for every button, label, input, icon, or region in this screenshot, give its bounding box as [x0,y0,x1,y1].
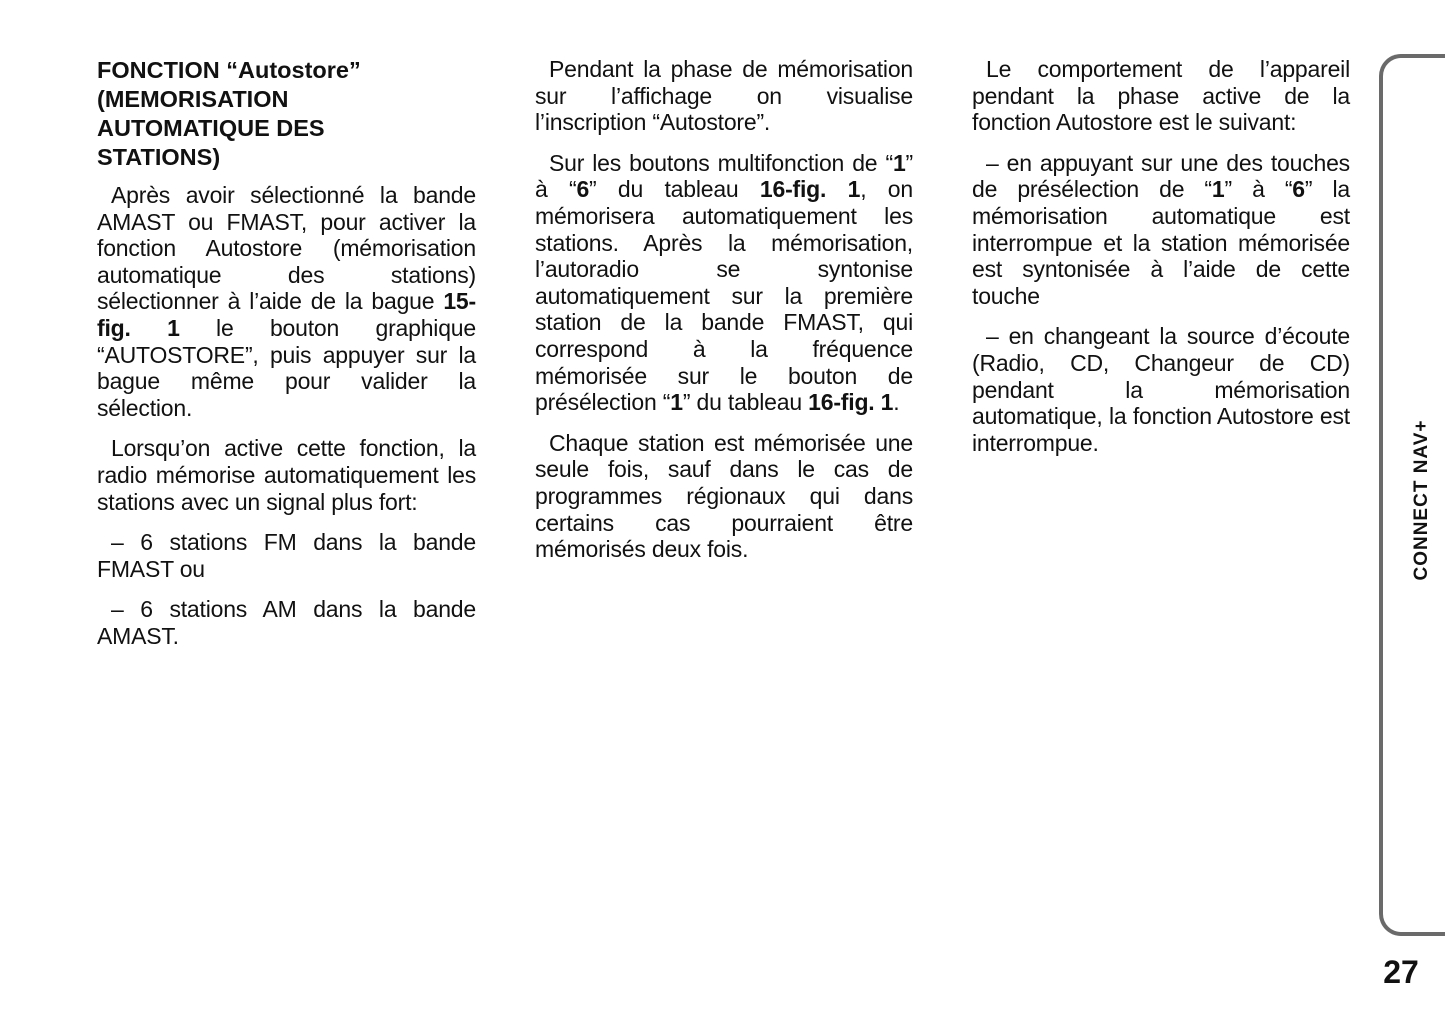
figure-reference: 15-fig. 1 [97,288,476,341]
column-3 [972,56,1350,470]
list-item: – 6 stations AM dans la bande AMAST. [97,596,476,649]
section-heading [97,56,476,172]
text: , on mémorisera automatiquement les stations. Après la mémorisation, l’autoradio se syntonise automatiquement sur la première station de la bande FMAST, qui correspond à la fréquence mémorisée sur le bouton de présélection “ [535,176,913,416]
text: ” à “ [535,149,913,203]
heading-line: (MEMORISATION [97,86,289,112]
heading-line: FONCTION “Autostore” [97,57,361,83]
heading-line: STATIONS) [97,144,221,170]
text: Après avoir sélectionné la bande AMAST ou FMAST, pour activer la fonction Autostore (mémorisation automatique des stations) sélectionner à l’aide de la bague [97,182,476,315]
button-number: 6 [576,176,590,203]
page-number: 27 [1383,954,1419,990]
paragraph [97,182,476,421]
text: Sur les boutons multifonction de “ [549,149,893,176]
text: le bouton graphique “AUTOSTORE”, puis appuyer sur la bague même pour valider la sélection. [97,314,476,421]
heading-line: AUTOMATIQUE DES [97,115,325,141]
button-number: 1 [1211,176,1225,203]
text: . [893,389,900,416]
figure-reference: 16-fig. 1 [808,389,894,416]
text: ” du tableau [589,176,760,203]
button-number: 1 [670,389,683,416]
paragraph: Chaque station est mémorisée une seule fois, sauf dans le cas de programmes régionaux qui dans certains cas pourraient être mémorisés deux fois. [535,429,913,563]
column-1 [97,56,476,664]
column-2 [535,56,913,577]
paragraph [535,150,913,416]
list-item [972,150,1350,310]
list-item: – en changeant la source d’écoute (Radio, CD, Changeur de CD) pendant la mémorisation automatique, la fonction Autostore est interrompue. [972,323,1350,456]
list-item: – 6 stations FM dans la bande FMAST ou [97,529,476,582]
text: ” à “ [1224,176,1293,203]
text: ” la mémorisation automatique est interrompue et la station mémorisée est syntonisée à l’aide de cette touche [972,176,1350,309]
chapter-tab [1410,405,1434,595]
button-number: 1 [892,149,906,176]
figure-reference: 16-fig. 1 [759,176,861,203]
chapter-tab-label: CONNECT NAV+ [1411,419,1432,581]
text: – en appuyant sur une des touches de présélection de “ [972,149,1350,203]
button-number: 6 [1292,176,1305,203]
paragraph: Pendant la phase de mémorisation sur l’affichage on visualise l’inscription “Autostore”. [535,56,913,136]
paragraph: Lorsqu’on active cette fonction, la radio mémorise automatiquement les stations avec un signal plus fort: [97,435,476,515]
text: ” du tableau [682,389,809,416]
paragraph: Le comportement de l’appareil pendant la phase active de la fonction Autostore est le suivant: [972,56,1350,136]
